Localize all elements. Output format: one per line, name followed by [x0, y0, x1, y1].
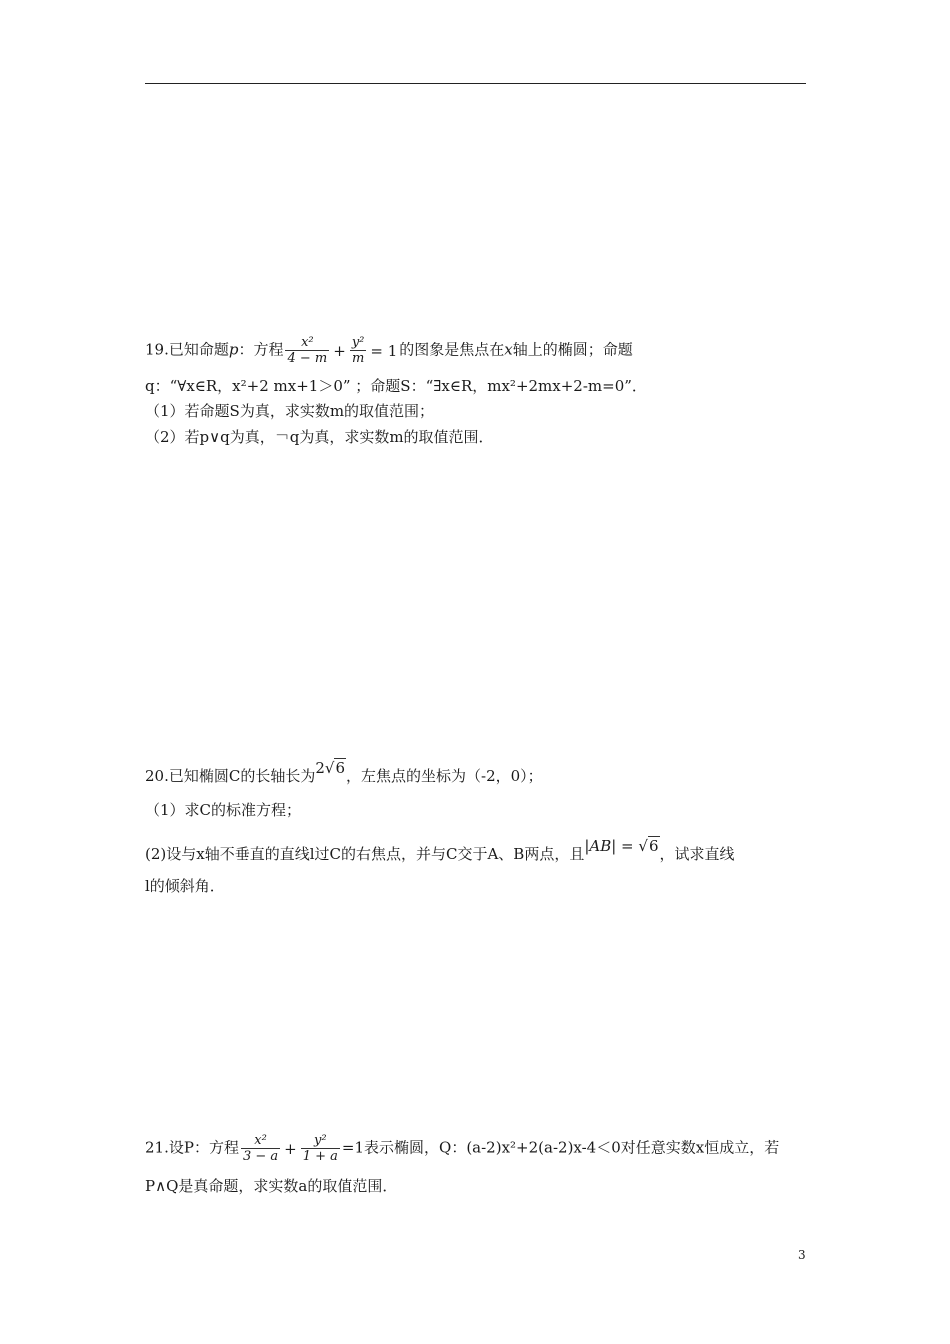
page-number: 3 [798, 1248, 806, 1262]
q20-radicand: 6 [335, 759, 345, 777]
q19-text-d: 轴上的椭圆；命题 [512, 340, 633, 359]
q19-part2: （2）若p∨q为真，￢q为真，求实数m的取值范围． [145, 428, 494, 446]
q21-text-a: 21.设P：方程 [145, 1138, 239, 1157]
q19-line1 [145, 335, 633, 366]
q20-part2-line1 [145, 836, 735, 864]
q21-line2: P∧Q是真命题，求实数a的取值范围． [145, 1177, 398, 1195]
q21-line1 [145, 1133, 779, 1164]
q20-two-sqrt-six: 2√6 [315, 759, 345, 777]
q21-frac1-numerator: x² [241, 1133, 280, 1149]
q19-part1: （1）若命题S为真，求实数m的取值范围； [145, 402, 435, 420]
q20-part2-text-a: (2)设与x轴不垂直的直线l过C的右焦点，并与C交于A、B两点，且 [145, 845, 585, 863]
q21-frac1-denominator: 3 − a [242, 1149, 279, 1164]
q19-fraction-y [350, 335, 367, 366]
header-rule [145, 83, 806, 84]
q19-fraction-x [285, 335, 329, 366]
q19-line2: q：“∀x∈R，x²+2 mx+1＞0” ；命题S：“∃x∈R，mx²+2mx+2-m=0”． [145, 377, 647, 395]
q19-text-b: ：方程 [238, 340, 284, 359]
q20-part2-line2: l的倾斜角． [145, 877, 225, 895]
q21-text-b: =1表示椭圆，Q：(a-2)x²+2(a-2)x-4＜0对任意实数x恒成立，若 [341, 1138, 780, 1157]
q19-frac1-numerator: x² [285, 335, 329, 351]
q21-frac2-denominator: 1 + a [302, 1149, 338, 1164]
q20-coefficient: 2 [315, 759, 325, 777]
q19-p-var: p [228, 340, 239, 359]
q21-plus: + [284, 1139, 297, 1158]
q19-equals-one: = 1 [370, 341, 398, 360]
q19-frac1-denominator: 4 − m [287, 351, 328, 366]
q20-part1: （1）求C的标准方程； [145, 801, 302, 819]
q19-x-var: x [504, 340, 513, 359]
q19-text-c: 的图象是焦点在 [399, 340, 505, 359]
q20-text-a: 20.已知椭圆C的长轴长为 [145, 767, 316, 785]
q20-line1 [145, 758, 543, 786]
q20-abs-ab-equation: |AB| = √6 [584, 837, 659, 855]
q21-fraction-x [241, 1133, 280, 1164]
q20-text-b: ，左焦点的坐标为（-2，0）； [346, 767, 543, 785]
q19-frac2-denominator: m [351, 351, 365, 366]
q20-part2-text-b: ，试求直线 [659, 845, 735, 863]
q20-abs-ab: |AB| = [584, 837, 634, 855]
q20-radicand-b: 6 [648, 837, 659, 855]
q21-frac2-numerator: y² [301, 1133, 340, 1149]
q21-fraction-y [301, 1133, 340, 1164]
q19-frac2-numerator: y² [351, 335, 365, 350]
q19-text-a: 19.已知命题 [145, 340, 229, 359]
q19-plus: + [333, 341, 346, 360]
